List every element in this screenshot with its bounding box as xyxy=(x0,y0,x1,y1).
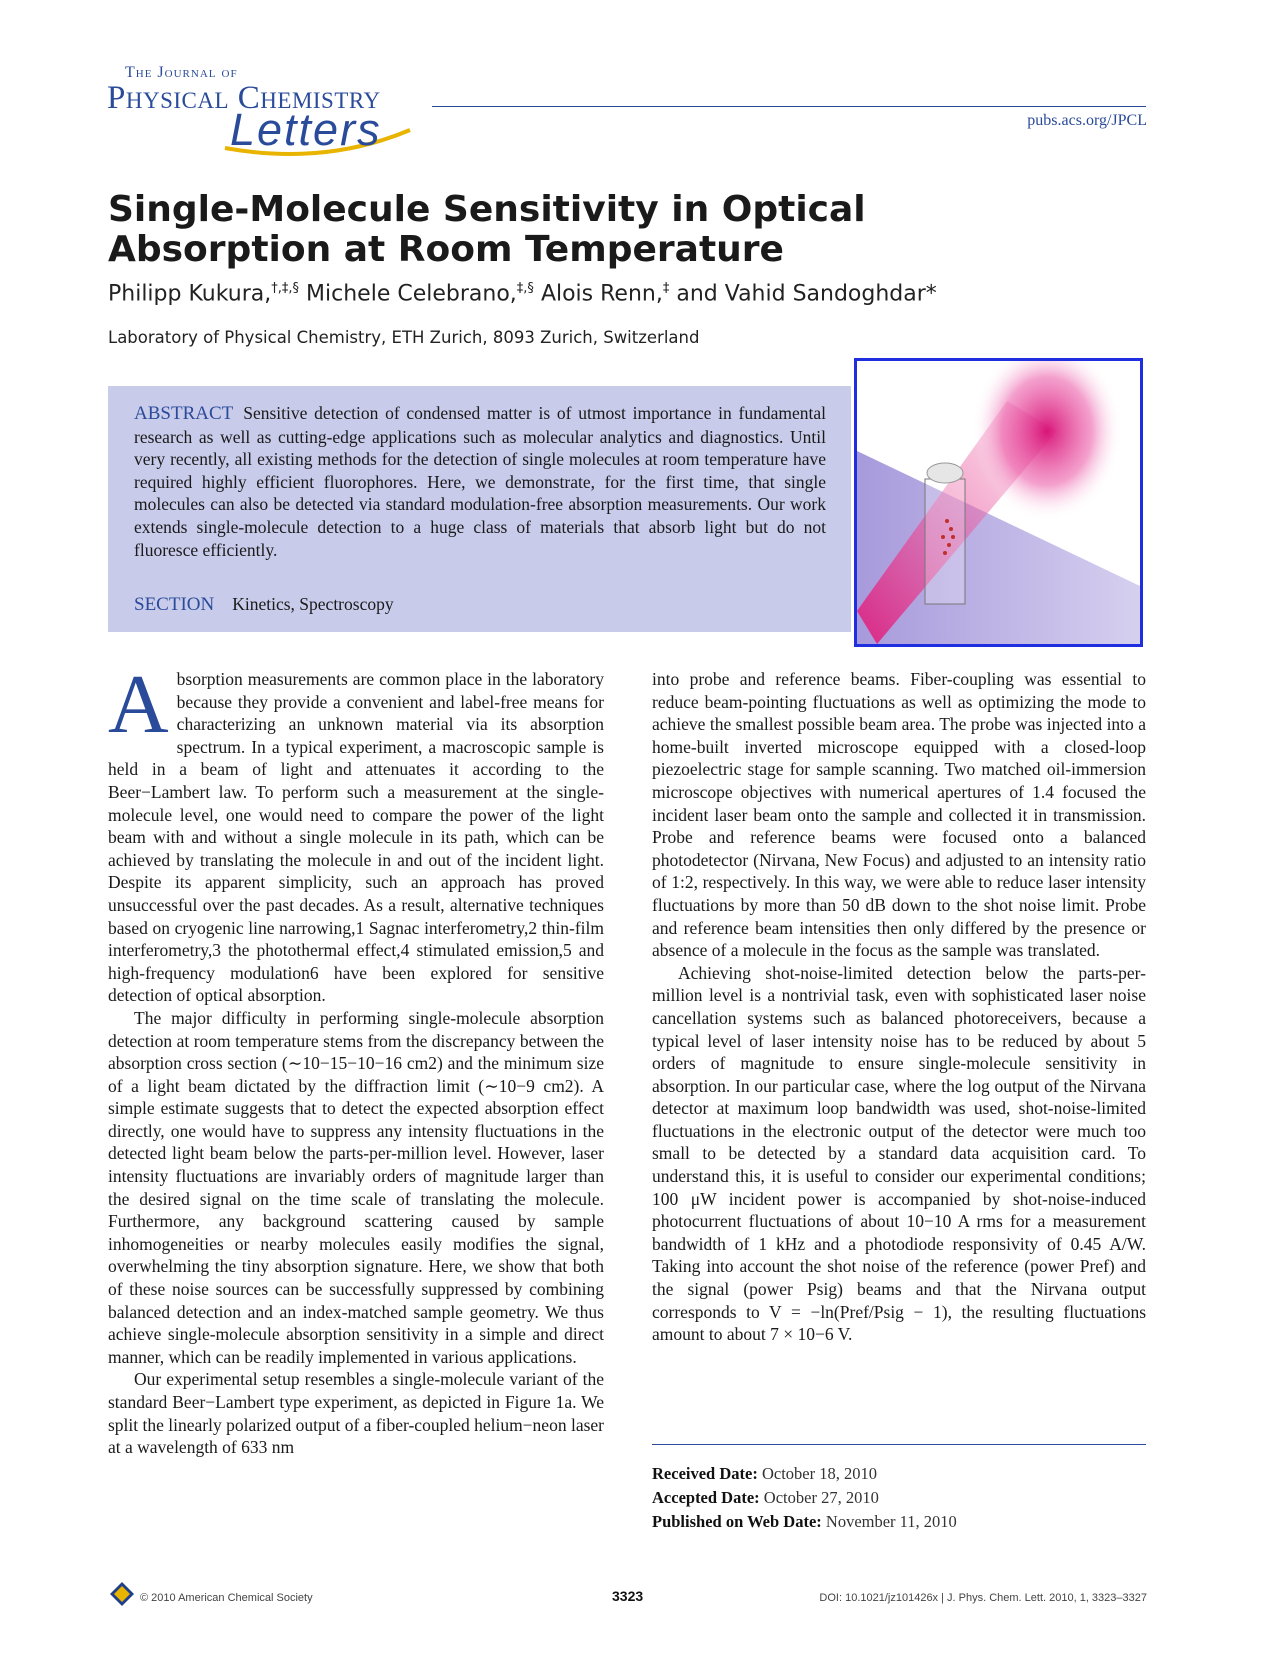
footer-copyright: © 2010 American Chemical Society xyxy=(140,1592,313,1604)
author-name[interactable]: Alois Renn, xyxy=(540,281,663,307)
received-date-row: Received Date: October 18, 2010 xyxy=(652,1464,877,1483)
body-paragraph: Our experimental setup resembles a single-molecule variant of the standard Beer−Lambert type experiment, as depicted in Figure 1a. We split the linearly polarized output of a fiber-coupled helium−neon laser at a wavelength of 633 nm xyxy=(108,1369,604,1458)
journal-logo-line3: Letters xyxy=(230,104,382,155)
section-value[interactable]: Kinetics, Spectroscopy xyxy=(232,594,394,614)
journal-logo-line1: The Journal of xyxy=(125,64,238,81)
author-marks: †,‡,§ xyxy=(271,281,300,296)
section-label: SECTION xyxy=(134,594,215,615)
article-title: Single-Molecule Sensitivity in Optical Absorption at Room Temperature xyxy=(108,189,866,270)
author-marks: ‡ xyxy=(662,281,670,296)
footer-doi[interactable]: DOI: 10.1021/jz101426x | J. Phys. Chem. Lett. 2010, 1, 3323–3327 xyxy=(819,1592,1147,1604)
body-column-left xyxy=(108,658,604,1459)
affiliation: Laboratory of Physical Chemistry, ETH Zurich, 8093 Zurich, Switzerland xyxy=(108,328,700,347)
author-name[interactable]: Philipp Kukura, xyxy=(108,281,272,307)
section-line xyxy=(134,594,394,616)
published-date-row: Published on Web Date: November 11, 2010 xyxy=(652,1512,957,1531)
author-marks: ‡,§ xyxy=(516,281,534,296)
body-paragraph: The major difficulty in performing single-molecule absorption detection at room temperature stems from the discrepancy between the absorption cross section (∼10−15−10−16 cm2) and the minimum size of a light beam dictated by the diffraction limit (∼10−9 cm2). A simple estimate suggests that to detect the expected absorption effect directly, one would have to suppress any intensity fluctuations in the detected light beam below the parts-per-million level. However, laser intensity fluctuations are invariably orders of magnitude larger than the desired signal on the time scale of translating the molecule. Furthermore, any background scattering caused by sample inhomogeneities or nearby molecules easily modifies the signal, overwhelming the tiny absorption signature. Here, we show that both of these noise sources can be successfully suppressed by combining balanced detection and an index-matched sample geometry. We thus achieve single-molecule absorption sensitivity in a simple and direct manner, which can be readily implemented in various applications. xyxy=(108,1007,604,1367)
journal-url-link[interactable]: pubs.acs.org/JPCL xyxy=(1027,112,1147,129)
dates-rule xyxy=(652,1444,1146,1445)
abstract-text: Sensitive detection of condensed matter is of utmost importance in fundamental research as well as cutting-edge applications such as molecular analytics and diagnostics. Until very recently, all existing methods for the detection of single molecules at room temperature have required highly efficient fluorophores. Here, we demonstrate, for the first time, that single molecules can also be detected via standard modulation-free absorption measurements. Our work extends single-molecule detection to a huge class of materials that absorb light but do not fluoresce efficiently. xyxy=(134,403,826,560)
author-name[interactable]: Michele Celebrano, xyxy=(306,281,517,307)
acs-logo-icon xyxy=(108,1580,136,1608)
author-list xyxy=(108,281,937,306)
toc-graphic[interactable] xyxy=(854,358,1143,647)
abstract xyxy=(134,402,826,561)
author-name[interactable]: and Vahid Sandoghdar xyxy=(676,281,926,307)
cuvette-cap xyxy=(927,463,963,483)
body-paragraph: Absorption measurements are common place in the laboratory because they provide a convenient and label-free means for characterizing an unknown material via its absorption spectrum. In a typical experiment, a macroscopic sample is held in a beam of light and attenuates it according to the Beer−Lambert law. To perform such a measurement at the single-molecule level, one would need to compare the power of the light beam with and without a single molecule in its path, which can be achieved by translating the molecule in and out of the incident light. Despite its apparent simplicity, such an approach has proved unsuccessful over the past decades. As a result, alternative techniques based on cryogenic line narrowing,1 Sagnac interferometry,2 thin-film interferometry,3 the photothermal effect,4 stimulated emission,5 and high-frequency modulation6 have been explored for sensitive detection of optical absorption. xyxy=(108,658,604,1006)
journal-logo-line2: Physical Chemistry xyxy=(107,80,381,116)
header-rule xyxy=(432,106,1146,107)
body-paragraph: into probe and reference beams. Fiber-coupling was essential to reduce beam-pointing fluctuations as well as optimizing the mode to achieve the smallest possible beam area. The probe was injected into a home-built inverted microscope equipped with a closed-loop piezoelectric stage for sample scanning. Two matched oil-immersion microscope objectives with numerical apertures of 1.4 focused the incident laser beam onto the sample and collected it in transmission. Probe and reference beams were focused onto a balanced photodetector (Nirvana, New Focus) and adjusted to an intensity ratio of 1:2, respectively. In this way, we were able to reduce laser intensity fluctuations by more than 50 dB down to the shot noise limit. Probe and reference beam intensities then only differed by the presence or absence of a molecule in the focus as the sample was translated. xyxy=(652,669,1146,961)
drop-cap: A xyxy=(108,658,169,751)
sample-cuvette xyxy=(925,479,965,604)
toc-illustration xyxy=(857,361,1140,644)
page-number: 3323 xyxy=(612,1588,644,1604)
article-dates xyxy=(652,1462,957,1534)
accepted-date-row: Accepted Date: October 27, 2010 xyxy=(652,1488,879,1507)
abstract-label: ABSTRACT xyxy=(134,403,234,424)
author-marks: * xyxy=(925,281,937,307)
body-column-right xyxy=(652,668,1146,1346)
body-paragraph: Achieving shot-noise-limited detection below the parts-per-million level is a nontrivial task, even with sophisticated laser noise cancellation systems such as balanced photoreceivers, because a typical level of laser intensity noise has to be reduced by about 5 orders of magnitude to ensure single-molecule sensitivity in absorption. In our particular case, where the log output of the Nirvana detector at maximum loop bandwidth was used, shot-noise-limited fluctuations in the electronic output of the detector were much too small to be detected by a standard data acquisition card. To understand this, it is useful to consider our experimental conditions; 100 μW incident power is accompanied by shot-noise-induced photocurrent fluctuations of about 10−10 A rms for a measurement bandwidth of 1 kHz and a photodiode responsivity of 0.45 A/W. Taking into account the shot noise of the reference (power Pref) and the signal (power Psig) beams and that the Nirvana output corresponds to V = −ln(Pref/Psig − 1), the resulting fluctuations amount to about 7 × 10−6 V. xyxy=(652,962,1146,1345)
